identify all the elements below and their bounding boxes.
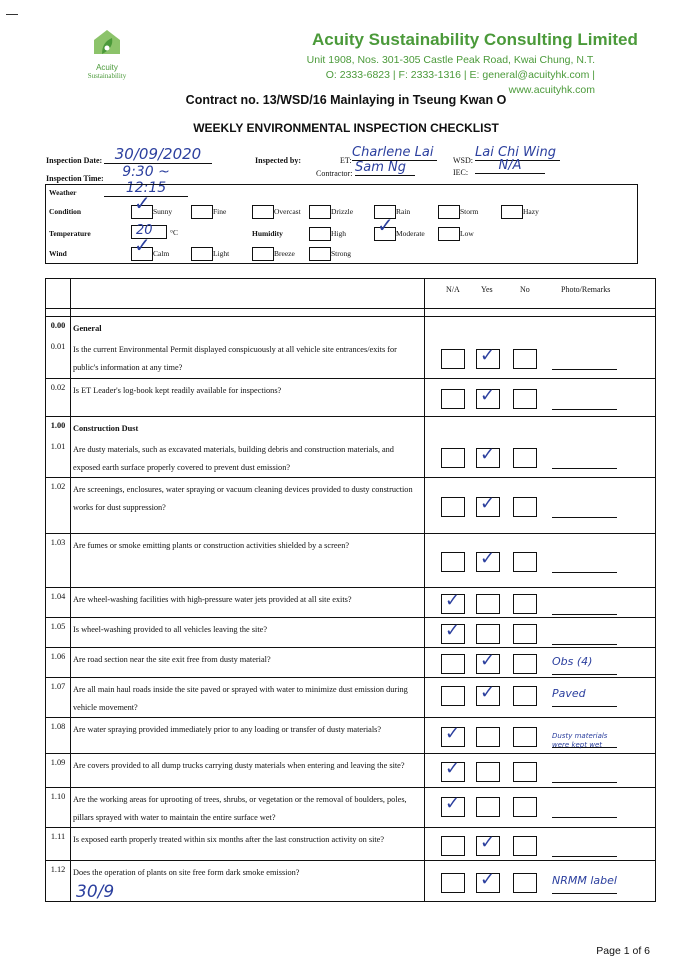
company-name: Acuity Sustainability Consulting Limited bbox=[312, 30, 638, 49]
table-header-row bbox=[46, 279, 656, 309]
wind-light-label: Light bbox=[213, 249, 230, 258]
answer-yes-checkbox[interactable] bbox=[476, 727, 500, 747]
answer-no-checkbox[interactable] bbox=[513, 836, 537, 856]
et-value: Charlene Lai bbox=[352, 145, 437, 161]
item-question: Are road section near the site exit free from dusty material? bbox=[71, 647, 425, 677]
answer-na-checkbox[interactable] bbox=[441, 836, 465, 856]
address-line: Unit 1908, Nos. 301-305 Castle Peak Road, Kwai Chung, N.T. bbox=[306, 54, 595, 66]
remarks-field[interactable] bbox=[552, 501, 617, 518]
contract-title: Contract no. 13/WSD/16 Mainlaying in Tseung Kwan O bbox=[185, 93, 507, 107]
wsd-value: Lai Chi Wing bbox=[475, 145, 560, 161]
table-row bbox=[46, 533, 656, 587]
table-row bbox=[46, 860, 656, 901]
check-mark-icon: ✓ bbox=[445, 589, 461, 611]
answer-no-checkbox[interactable] bbox=[513, 349, 537, 369]
check-mark-icon: ✓ bbox=[445, 757, 461, 779]
answer-na-checkbox[interactable] bbox=[441, 686, 465, 706]
remark-text: Paved bbox=[552, 686, 586, 700]
check-mark-icon: ✓ bbox=[480, 443, 496, 465]
iec-label: IEC: bbox=[453, 168, 469, 177]
condition-overcast-label: Overcast bbox=[274, 207, 301, 216]
check-mark-icon: ✓ bbox=[480, 868, 496, 890]
page-number: Page 1 of 6 bbox=[596, 945, 650, 957]
answer-no-checkbox[interactable] bbox=[513, 797, 537, 817]
wind-strong-checkbox[interactable] bbox=[309, 247, 331, 261]
answer-na-checkbox[interactable] bbox=[441, 389, 465, 409]
weather-block bbox=[45, 184, 638, 264]
item-question: Is the current Environmental Permit displayed conspicuously at all vehicle site entrances/exits for public's information at any time? bbox=[71, 338, 425, 378]
check-mark-icon: ✓ bbox=[480, 345, 496, 366]
et-label: ET: bbox=[340, 156, 352, 165]
check-mark-icon: ✓ bbox=[480, 384, 496, 406]
corner-mark bbox=[6, 14, 18, 15]
answer-na-checkbox[interactable] bbox=[441, 552, 465, 572]
item-number: 1.06 bbox=[46, 647, 71, 677]
item-question: Are the working areas for uprooting of trees, shrubs, or vegetation or the removal of boulders, poles, pillars sprayed with water to maintain the entire surface wet? bbox=[71, 787, 425, 827]
contractor-value: Sam Ng bbox=[355, 160, 415, 176]
table-row bbox=[46, 753, 656, 787]
table-row bbox=[46, 787, 656, 827]
item-number: 0.02 bbox=[46, 378, 71, 416]
weather-heading: Weather bbox=[49, 188, 77, 197]
answer-na-checkbox[interactable] bbox=[441, 448, 465, 468]
answer-no-checkbox[interactable] bbox=[513, 448, 537, 468]
item-question: Does the operation of plants on site free form dark smoke emission? bbox=[71, 860, 425, 901]
table-row bbox=[46, 477, 656, 533]
item-number: 1.01 bbox=[46, 438, 71, 478]
section-row bbox=[46, 416, 656, 438]
item-question: Are all main haul roads inside the site paved or sprayed with water to minimize dust emission during vehicle movement? bbox=[71, 677, 425, 717]
temperature-label: Temperature bbox=[49, 229, 91, 238]
item-question: Are fumes or smoke emitting plants or construction activities shielded by a screen? bbox=[71, 533, 425, 587]
wsd-label: WSD: bbox=[453, 156, 473, 165]
remarks-field[interactable] bbox=[552, 353, 617, 370]
temperature-value: 20 bbox=[136, 223, 153, 238]
iec-value: N/A bbox=[475, 158, 545, 174]
inspection-date-value: 30/09/2020 bbox=[104, 145, 212, 164]
remarks-field[interactable] bbox=[552, 801, 617, 818]
wind-breeze-checkbox[interactable] bbox=[252, 247, 274, 261]
humidity-low-checkbox[interactable] bbox=[438, 227, 460, 241]
condition-sunny-label: Sunny bbox=[153, 207, 173, 216]
condition-fine-checkbox[interactable] bbox=[191, 205, 213, 219]
item-number: 0.01 bbox=[46, 338, 71, 378]
header-na: N/A bbox=[446, 285, 460, 294]
item-number: 1.03 bbox=[46, 533, 71, 587]
inspected-by-label: Inspected by: bbox=[255, 156, 302, 165]
check-mark-icon: ✓ bbox=[134, 233, 151, 257]
humidity-high-label: High bbox=[331, 229, 346, 238]
table-row bbox=[46, 587, 656, 617]
item-question: Are water spraying provided immediately prior to any loading or transfer of dusty materials? bbox=[71, 717, 425, 753]
logo-text-2: Sustainability bbox=[87, 72, 127, 80]
answer-yes-checkbox[interactable] bbox=[476, 762, 500, 782]
condition-hazy-label: Hazy bbox=[523, 207, 539, 216]
table-row bbox=[46, 717, 656, 753]
answer-no-checkbox[interactable] bbox=[513, 873, 537, 893]
answer-yes-checkbox[interactable] bbox=[476, 797, 500, 817]
item-number: 1.08 bbox=[46, 717, 71, 753]
item-question: Is exposed earth properly treated within six months after the last construction activity on site? bbox=[71, 827, 425, 860]
answer-na-checkbox[interactable] bbox=[441, 349, 465, 369]
table-row bbox=[46, 647, 656, 677]
answer-yes-checkbox[interactable] bbox=[476, 624, 500, 644]
wind-calm-label: Calm bbox=[153, 249, 170, 258]
item-number: 1.10 bbox=[46, 787, 71, 827]
item-number: 1.11 bbox=[46, 827, 71, 860]
answer-na-checkbox[interactable] bbox=[441, 654, 465, 674]
remarks-field[interactable] bbox=[552, 452, 617, 469]
check-mark-icon: ✓ bbox=[480, 547, 496, 569]
header-remarks: Photo/Remarks bbox=[561, 285, 611, 294]
spacer-row bbox=[46, 309, 656, 317]
humidity-label: Humidity bbox=[252, 229, 283, 238]
item-number: 1.05 bbox=[46, 617, 71, 647]
section-title: General bbox=[71, 317, 425, 339]
answer-yes-checkbox[interactable] bbox=[476, 594, 500, 614]
remarks-field[interactable] bbox=[552, 598, 617, 615]
signoff-note: 30/9 bbox=[76, 882, 115, 902]
check-mark-icon: ✓ bbox=[480, 649, 496, 671]
logo-text-1: Acuity bbox=[96, 63, 118, 72]
section-number: 0.00 bbox=[46, 317, 71, 339]
check-mark-icon: ✓ bbox=[134, 191, 151, 215]
company-address bbox=[250, 53, 595, 98]
table-row bbox=[46, 378, 656, 416]
condition-label: Condition bbox=[49, 207, 82, 216]
humidity-low-label: Low bbox=[460, 229, 474, 238]
item-number: 1.02 bbox=[46, 477, 71, 533]
table-row bbox=[46, 827, 656, 860]
contact-line: O: 2333-6823 | F: 2333-1316 | E: general@acuityhk.com | www.acuityhk.com bbox=[325, 69, 595, 96]
humidity-moderate-label: Moderate bbox=[396, 229, 425, 238]
condition-drizzle-label: Drizzle bbox=[331, 207, 354, 216]
remarks-field[interactable] bbox=[552, 393, 617, 410]
remarks-field[interactable] bbox=[552, 686, 617, 707]
item-question: Is wheel-washing provided to all vehicles leaving the site? bbox=[71, 617, 425, 647]
item-number: 1.04 bbox=[46, 587, 71, 617]
remarks-field[interactable] bbox=[552, 840, 617, 857]
answer-no-checkbox[interactable] bbox=[513, 552, 537, 572]
answer-no-checkbox[interactable] bbox=[513, 497, 537, 517]
item-number: 1.12 bbox=[46, 860, 71, 901]
check-mark-icon: ✓ bbox=[445, 722, 461, 744]
check-mark-icon: ✓ bbox=[480, 492, 496, 514]
condition-overcast-checkbox[interactable] bbox=[252, 205, 274, 219]
table-row bbox=[46, 338, 656, 378]
table-row bbox=[46, 617, 656, 647]
check-mark-icon: ✓ bbox=[480, 831, 496, 853]
remarks-field[interactable] bbox=[552, 556, 617, 573]
item-question: Are screenings, enclosures, water spraying or vacuum cleaning devices provided to dusty construction works for dust suppression? bbox=[71, 477, 425, 533]
header-no: No bbox=[520, 285, 530, 294]
checklist-table bbox=[45, 278, 656, 902]
item-question: Are dusty materials, such as excavated materials, building debris and construction materials, and exposed earth surface properly covered to prevent dust emission? bbox=[71, 438, 425, 478]
condition-rain-label: Rain bbox=[396, 207, 411, 216]
answer-no-checkbox[interactable] bbox=[513, 389, 537, 409]
company-logo bbox=[72, 24, 142, 80]
check-mark-icon: ✓ bbox=[377, 213, 394, 237]
answer-no-checkbox[interactable] bbox=[513, 654, 537, 674]
check-mark-icon: ✓ bbox=[445, 619, 461, 641]
table-row bbox=[46, 438, 656, 478]
remark-text: NRMM label bbox=[552, 873, 617, 887]
header-yes: Yes bbox=[481, 285, 493, 294]
condition-storm-checkbox[interactable] bbox=[438, 205, 460, 219]
condition-hazy-checkbox[interactable] bbox=[501, 205, 523, 219]
section-number: 1.00 bbox=[46, 416, 71, 438]
remarks-field[interactable] bbox=[552, 766, 617, 783]
item-question: Are covers provided to all dump trucks carrying dusty materials when entering and leaving the site? bbox=[71, 753, 425, 787]
answer-no-checkbox[interactable] bbox=[513, 594, 537, 614]
remarks-field[interactable] bbox=[552, 873, 617, 894]
table-row bbox=[46, 677, 656, 717]
wind-strong-label: Strong bbox=[331, 249, 352, 258]
contractor-label: Contractor: bbox=[316, 169, 353, 178]
condition-storm-label: Storm bbox=[460, 207, 479, 216]
answer-no-checkbox[interactable] bbox=[513, 727, 537, 747]
remarks-field[interactable] bbox=[552, 654, 617, 675]
check-mark-icon: ✓ bbox=[480, 681, 496, 703]
section-title: Construction Dust bbox=[71, 416, 425, 438]
section-row bbox=[46, 317, 656, 339]
remarks-field[interactable] bbox=[552, 731, 617, 748]
item-number: 1.07 bbox=[46, 677, 71, 717]
form-title: WEEKLY ENVIRONMENTAL INSPECTION CHECKLIST bbox=[193, 121, 499, 135]
temperature-unit: °C bbox=[170, 228, 179, 237]
answer-no-checkbox[interactable] bbox=[513, 686, 537, 706]
leaf-house-icon bbox=[72, 24, 142, 58]
humidity-high-checkbox[interactable] bbox=[309, 227, 331, 241]
check-mark-icon: ✓ bbox=[445, 792, 461, 814]
item-number: 1.09 bbox=[46, 753, 71, 787]
remarks-field[interactable] bbox=[552, 628, 617, 645]
inspection-time-value: 9:30 ~ 12:15 bbox=[104, 164, 188, 197]
answer-na-checkbox[interactable] bbox=[441, 497, 465, 517]
item-question: Is ET Leader's log-book kept readily available for inspections? bbox=[71, 378, 425, 416]
answer-no-checkbox[interactable] bbox=[513, 624, 537, 644]
condition-fine-label: Fine bbox=[213, 207, 227, 216]
item-question: Are wheel-washing facilities with high-pressure water jets provided at all site exits? bbox=[71, 587, 425, 617]
answer-na-checkbox[interactable] bbox=[441, 873, 465, 893]
remark-text: Obs (4) bbox=[552, 654, 593, 668]
condition-drizzle-checkbox[interactable] bbox=[309, 205, 331, 219]
wind-light-checkbox[interactable] bbox=[191, 247, 213, 261]
answer-no-checkbox[interactable] bbox=[513, 762, 537, 782]
wind-label: Wind bbox=[49, 249, 67, 258]
inspection-date-label: Inspection Date: bbox=[46, 156, 103, 165]
wind-breeze-label: Breeze bbox=[274, 249, 295, 258]
inspection-time-label: Inspection Time: bbox=[46, 174, 104, 183]
remark-text: Dusty materials were kept wet bbox=[552, 731, 608, 749]
